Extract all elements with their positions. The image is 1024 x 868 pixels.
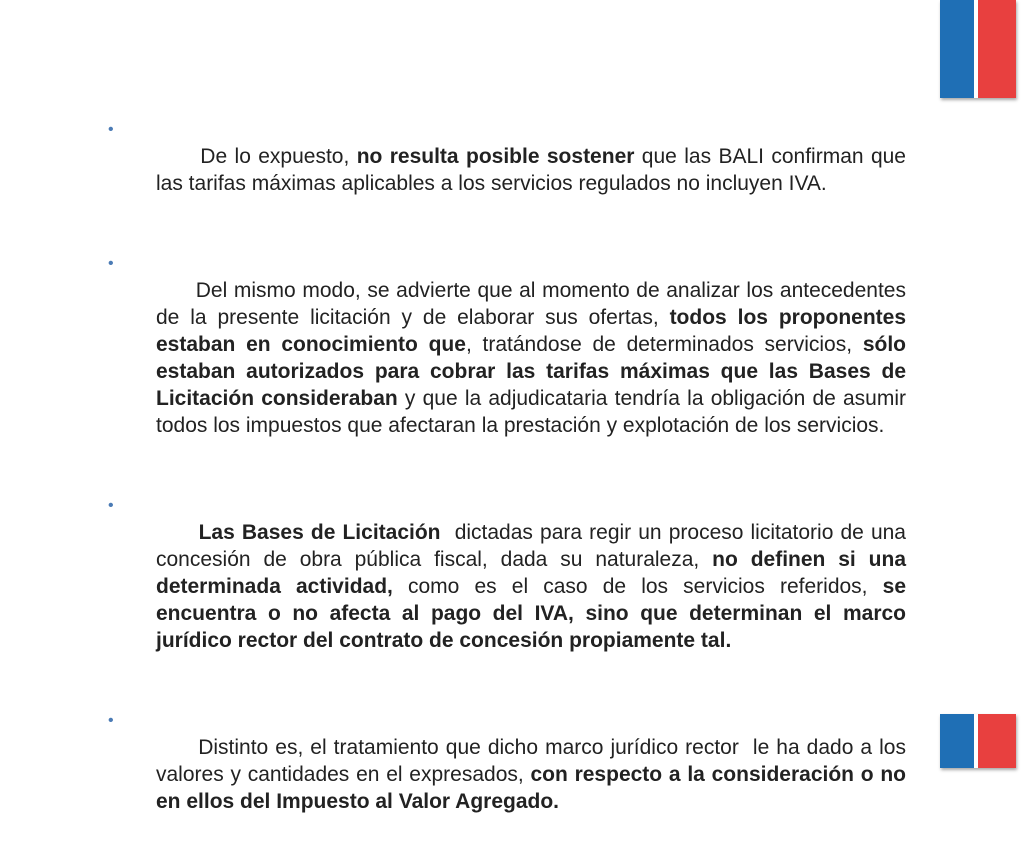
text-segment: que las BALI confirman que las tarifas máximas aplicables a los servicios regulados no incluyen IVA. — [156, 145, 912, 195]
text-segment: dictadas para regir un proceso licitatorio de una concesión de obra pública fiscal, dada su naturaleza, — [156, 521, 912, 571]
text-segment: Distinto es, el tratamiento que dicho marco jurídico rector le ha dado a los valores y cantidades en el expresados, — [156, 736, 912, 786]
bullet-item — [108, 116, 912, 224]
flag-decoration-bottom — [940, 714, 1016, 768]
bullet-text — [156, 250, 912, 466]
flag-red-stripe — [978, 0, 1016, 98]
bullet-marker: • — [108, 497, 114, 514]
text-segment-bold: se encuentra o no afecta al pago del IVA, sino que determinan el marco jurídico rector del contrato de concesión propiamente tal. — [156, 575, 912, 652]
text-segment-bold: todos los proponentes estaban en conocimiento que — [156, 306, 912, 356]
bullet-marker: • — [108, 712, 114, 729]
bullet-item — [108, 492, 912, 681]
flag-decoration-top — [940, 0, 1016, 98]
text-segment-bold: con respecto a la consideración o no en ellos del Impuesto al Valor Agregado. — [156, 763, 912, 813]
bullet-marker: • — [108, 121, 114, 138]
bullet-item — [108, 707, 912, 842]
text-segment: Del mismo modo, se advierte que al momento de analizar los antecedentes de la presente licitación y de elaborar sus ofertas, — [156, 279, 912, 329]
flag-blue-stripe — [940, 0, 974, 98]
bullet-marker: • — [108, 255, 114, 272]
slide-content — [108, 116, 912, 868]
text-segment-bold: no definen si una determinada actividad, — [156, 548, 912, 598]
text-segment: De lo expuesto, — [200, 145, 357, 168]
text-segment-bold: no resulta posible sostener — [356, 145, 635, 168]
text-segment-bold: sólo estaban autorizados para cobrar las tarifas máximas que las Bases de Licitación consideraban — [156, 333, 912, 410]
text-segment: y que la adjudicataria tendría la obligación de asumir todos los impuestos que afectaran la prestación y explotación de los servicios. — [156, 387, 912, 437]
bullet-text — [156, 707, 912, 842]
bullet-item — [108, 250, 912, 466]
flag-red-stripe — [978, 714, 1016, 768]
bullet-text — [156, 116, 912, 224]
text-segment-bold: Las Bases de Licitación — [198, 521, 441, 544]
text-segment: , tratándose de determinados servicios, — [465, 333, 863, 356]
flag-blue-stripe — [940, 714, 974, 768]
bullet-text — [156, 492, 912, 681]
text-segment: como es el caso de los servicios referidos, — [392, 575, 883, 598]
